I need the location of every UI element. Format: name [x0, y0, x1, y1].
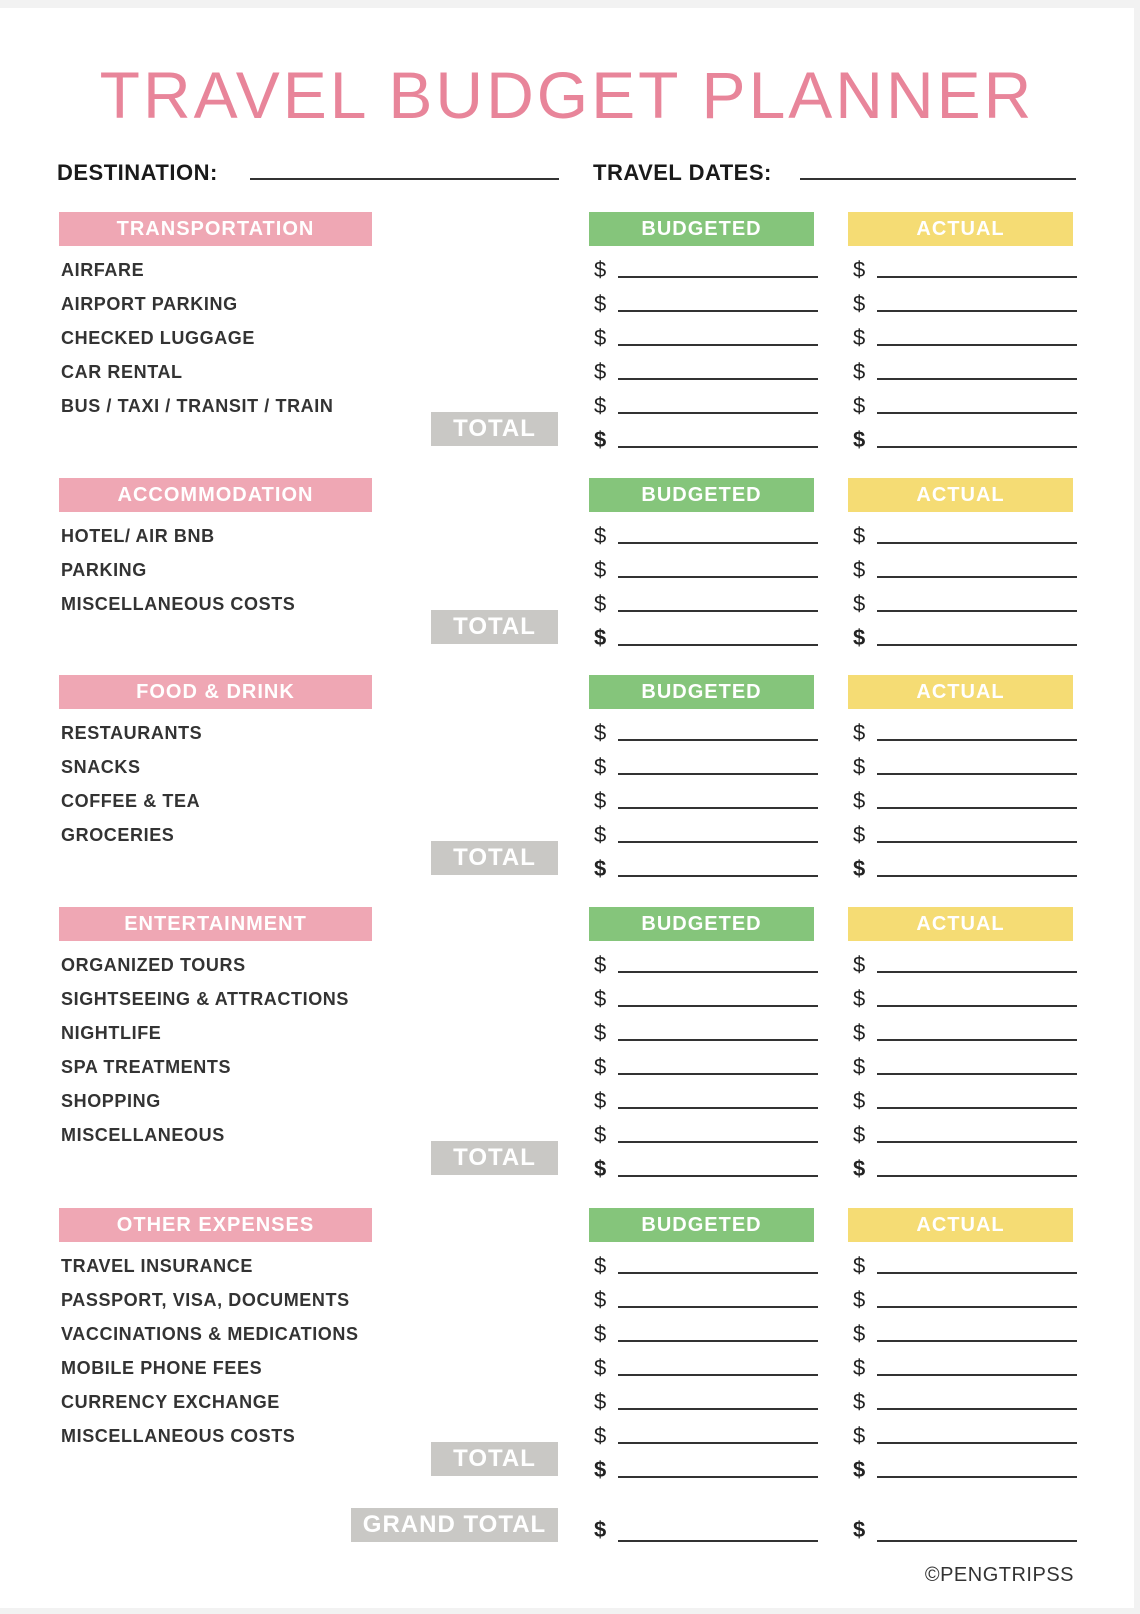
actual-amount-field[interactable] — [877, 1306, 1077, 1308]
actual-header: ACTUAL — [848, 675, 1073, 709]
dollar-sign: $ — [853, 291, 866, 316]
actual-header: ACTUAL — [848, 1208, 1073, 1242]
expense-item-label: PASSPORT, VISA, DOCUMENTS — [61, 1290, 350, 1310]
grand-total-actual-field[interactable] — [877, 1540, 1077, 1542]
dollar-sign: $ — [853, 359, 866, 384]
dollar-sign: $ — [594, 291, 607, 316]
section-total-label: TOTAL — [431, 1141, 558, 1175]
actual-amount-field[interactable] — [877, 739, 1077, 741]
expense-item-label: CAR RENTAL — [61, 362, 183, 382]
budgeted-amount-field[interactable] — [618, 739, 818, 741]
travel-dates-field[interactable] — [800, 178, 1076, 180]
actual-amount-field[interactable] — [877, 971, 1077, 973]
budgeted-amount-field[interactable] — [618, 542, 818, 544]
grand-total-budgeted-field[interactable] — [618, 1540, 818, 1542]
dollar-sign: $ — [594, 856, 607, 881]
actual-header: ACTUAL — [848, 478, 1073, 512]
budgeted-amount-field[interactable] — [618, 807, 818, 809]
budgeted-header: BUDGETED — [589, 478, 814, 512]
dollar-sign: $ — [594, 393, 607, 418]
actual-amount-field[interactable] — [877, 807, 1077, 809]
expense-item-label: SNACKS — [61, 757, 141, 777]
dollar-sign: $ — [594, 1287, 607, 1312]
dollar-sign: $ — [853, 754, 866, 779]
expense-item-label: PARKING — [61, 560, 147, 580]
budgeted-amount-field[interactable] — [618, 1442, 818, 1444]
dollar-sign: $ — [853, 1020, 866, 1045]
actual-amount-field[interactable] — [877, 1073, 1077, 1075]
dollar-sign: $ — [594, 1457, 607, 1482]
travel-dates-label: TRAVEL DATES: — [593, 160, 772, 185]
dollar-sign: $ — [594, 1355, 607, 1380]
dollar-sign: $ — [853, 788, 866, 813]
expense-item-label: CHECKED LUGGAGE — [61, 328, 256, 348]
actual-amount-field[interactable] — [877, 576, 1077, 578]
dollar-sign: $ — [853, 1054, 866, 1079]
dollar-sign: $ — [853, 325, 866, 350]
expense-item-label: SPA TREATMENTS — [61, 1057, 232, 1077]
section-total-label: TOTAL — [431, 610, 558, 644]
category-header: OTHER EXPENSES — [59, 1208, 372, 1242]
dollar-sign: $ — [594, 986, 607, 1011]
dollar-sign: $ — [594, 523, 607, 548]
dollar-sign: $ — [853, 393, 866, 418]
budget-section — [0, 478, 1134, 650]
dollar-sign: $ — [853, 1156, 866, 1181]
dollar-sign: $ — [853, 952, 866, 977]
budget-planner-page — [0, 8, 1134, 1608]
dollar-sign: $ — [594, 1253, 607, 1278]
actual-amount-field[interactable] — [877, 773, 1077, 775]
actual-amount-field[interactable] — [877, 542, 1077, 544]
budgeted-header: BUDGETED — [589, 212, 814, 246]
dollar-sign: $ — [853, 1457, 866, 1482]
budgeted-amount-field[interactable] — [618, 1039, 818, 1041]
budgeted-amount-field[interactable] — [618, 1141, 818, 1143]
dollar-sign: $ — [594, 788, 607, 813]
category-header: ENTERTAINMENT — [59, 907, 372, 941]
dollar-sign: $ — [594, 591, 607, 616]
budgeted-amount-field[interactable] — [618, 310, 818, 312]
budgeted-total-field[interactable] — [618, 1175, 818, 1177]
budgeted-amount-field[interactable] — [618, 378, 818, 380]
actual-header: ACTUAL — [848, 212, 1073, 246]
expense-item-label: RESTAURANTS — [61, 723, 203, 743]
category-header: TRANSPORTATION — [59, 212, 372, 246]
expense-item-label: MOBILE PHONE FEES — [61, 1358, 263, 1378]
actual-amount-field[interactable] — [877, 1340, 1077, 1342]
dollar-sign: $ — [853, 1253, 866, 1278]
actual-total-field[interactable] — [877, 875, 1077, 877]
dollar-sign: $ — [853, 822, 866, 847]
budgeted-amount-field[interactable] — [618, 1374, 818, 1376]
expense-item-label: SIGHTSEEING & ATTRACTIONS — [61, 989, 350, 1009]
expense-item-label: NIGHTLIFE — [61, 1023, 162, 1043]
dollar-sign: $ — [853, 523, 866, 548]
expense-item-label: TRAVEL INSURANCE — [61, 1256, 253, 1276]
dollar-sign: $ — [853, 1287, 866, 1312]
dollar-sign: $ — [853, 1088, 866, 1113]
dollar-sign: $ — [853, 720, 866, 745]
expense-item-label: BUS / TAXI / TRANSIT / TRAIN — [61, 396, 334, 416]
actual-amount-field[interactable] — [877, 1005, 1077, 1007]
dollar-sign: $ — [594, 1321, 607, 1346]
expense-item-label: SHOPPING — [61, 1091, 161, 1111]
dollar-sign: $ — [594, 557, 607, 582]
budgeted-amount-field[interactable] — [618, 971, 818, 973]
dollar-sign: $ — [853, 1122, 866, 1147]
expense-item-label: ORGANIZED TOURS — [61, 955, 246, 975]
dollar-sign: $ — [594, 822, 607, 847]
expense-item-label: COFFEE & TEA — [61, 791, 201, 811]
expense-item-label: CURRENCY EXCHANGE — [61, 1392, 280, 1412]
dollar-sign: $ — [853, 591, 866, 616]
actual-amount-field[interactable] — [877, 276, 1077, 278]
budget-section — [0, 907, 1134, 1181]
budgeted-total-field[interactable] — [618, 1476, 818, 1478]
budgeted-amount-field[interactable] — [618, 1306, 818, 1308]
expense-item-label: MISCELLANEOUS — [61, 1125, 225, 1145]
dollar-sign: $ — [594, 1088, 607, 1113]
category-header: FOOD & DRINK — [59, 675, 372, 709]
actual-amount-field[interactable] — [877, 1039, 1077, 1041]
destination-label: DESTINATION: — [57, 160, 218, 185]
dollar-sign: $ — [853, 986, 866, 1011]
budgeted-total-field[interactable] — [618, 875, 818, 877]
dollar-sign: $ — [853, 625, 866, 650]
actual-total-field[interactable] — [877, 1175, 1077, 1177]
dollar-sign: $ — [594, 1020, 607, 1045]
dollar-sign: $ — [594, 1389, 607, 1414]
actual-amount-field[interactable] — [877, 310, 1077, 312]
budgeted-total-field[interactable] — [618, 446, 818, 448]
budget-section — [0, 675, 1134, 881]
section-total-label: TOTAL — [431, 412, 558, 446]
actual-total-field[interactable] — [877, 644, 1077, 646]
copyright-credit: ©PENGTRIPSS — [924, 1564, 1074, 1586]
dollar-sign: $ — [853, 557, 866, 582]
budgeted-amount-field[interactable] — [618, 610, 818, 612]
budgeted-amount-field[interactable] — [618, 1107, 818, 1109]
grand-total-label: GRAND TOTAL — [351, 1508, 558, 1542]
expense-item-label: VACCINATIONS & MEDICATIONS — [61, 1324, 359, 1344]
section-total-label: TOTAL — [431, 841, 558, 875]
dollar-sign: $ — [594, 754, 607, 779]
dollar-sign: $ — [594, 952, 607, 977]
budgeted-amount-field[interactable] — [618, 344, 818, 346]
actual-total-field[interactable] — [877, 446, 1077, 448]
expense-item-label: HOTEL/ AIR BNB — [61, 526, 215, 546]
section-total-label: TOTAL — [431, 1442, 558, 1476]
actual-amount-field[interactable] — [877, 412, 1077, 414]
dollar-sign: $ — [594, 625, 607, 650]
budget-section — [0, 212, 1134, 452]
dollar-sign: $ — [853, 257, 866, 282]
budgeted-amount-field[interactable] — [618, 773, 818, 775]
expense-item-label: GROCERIES — [61, 825, 175, 845]
dollar-sign: $ — [853, 1423, 866, 1448]
dollar-sign: $ — [594, 1517, 607, 1542]
budget-section — [0, 1208, 1134, 1482]
budgeted-header: BUDGETED — [589, 675, 814, 709]
page-title: TRAVEL BUDGET PLANNER — [99, 58, 1035, 132]
dollar-sign: $ — [594, 427, 607, 452]
actual-amount-field[interactable] — [877, 1272, 1077, 1274]
budgeted-amount-field[interactable] — [618, 276, 818, 278]
dollar-sign: $ — [594, 325, 607, 350]
dollar-sign: $ — [853, 1321, 866, 1346]
budgeted-header: BUDGETED — [589, 907, 814, 941]
actual-amount-field[interactable] — [877, 1442, 1077, 1444]
budgeted-amount-field[interactable] — [618, 576, 818, 578]
expense-item-label: MISCELLANEOUS COSTS — [61, 1426, 296, 1446]
budgeted-amount-field[interactable] — [618, 1073, 818, 1075]
dollar-sign: $ — [853, 856, 866, 881]
dollar-sign: $ — [594, 257, 607, 282]
expense-item-label: AIRPORT PARKING — [61, 294, 238, 314]
dollar-sign: $ — [594, 1423, 607, 1448]
budgeted-amount-field[interactable] — [618, 1408, 818, 1410]
budgeted-amount-field[interactable] — [618, 1272, 818, 1274]
budgeted-amount-field[interactable] — [618, 1005, 818, 1007]
actual-amount-field[interactable] — [877, 1408, 1077, 1410]
dollar-sign: $ — [853, 1517, 866, 1542]
actual-amount-field[interactable] — [877, 344, 1077, 346]
dollar-sign: $ — [853, 1389, 866, 1414]
actual-amount-field[interactable] — [877, 378, 1077, 380]
dollar-sign: $ — [853, 427, 866, 452]
dollar-sign: $ — [594, 720, 607, 745]
actual-amount-field[interactable] — [877, 841, 1077, 843]
dollar-sign: $ — [853, 1355, 866, 1380]
dollar-sign: $ — [594, 1122, 607, 1147]
budgeted-total-field[interactable] — [618, 644, 818, 646]
destination-field[interactable] — [250, 178, 559, 180]
dollar-sign: $ — [594, 359, 607, 384]
expense-item-label: AIRFARE — [61, 260, 145, 280]
budgeted-amount-field[interactable] — [618, 841, 818, 843]
category-header: ACCOMMODATION — [59, 478, 372, 512]
actual-total-field[interactable] — [877, 1476, 1077, 1478]
expense-item-label: MISCELLANEOUS COSTS — [61, 594, 296, 614]
actual-amount-field[interactable] — [877, 610, 1077, 612]
dollar-sign: $ — [594, 1156, 607, 1181]
dollar-sign: $ — [594, 1054, 607, 1079]
budgeted-amount-field[interactable] — [618, 412, 818, 414]
actual-header: ACTUAL — [848, 907, 1073, 941]
budgeted-header: BUDGETED — [589, 1208, 814, 1242]
actual-amount-field[interactable] — [877, 1141, 1077, 1143]
actual-amount-field[interactable] — [877, 1374, 1077, 1376]
budgeted-amount-field[interactable] — [618, 1340, 818, 1342]
actual-amount-field[interactable] — [877, 1107, 1077, 1109]
